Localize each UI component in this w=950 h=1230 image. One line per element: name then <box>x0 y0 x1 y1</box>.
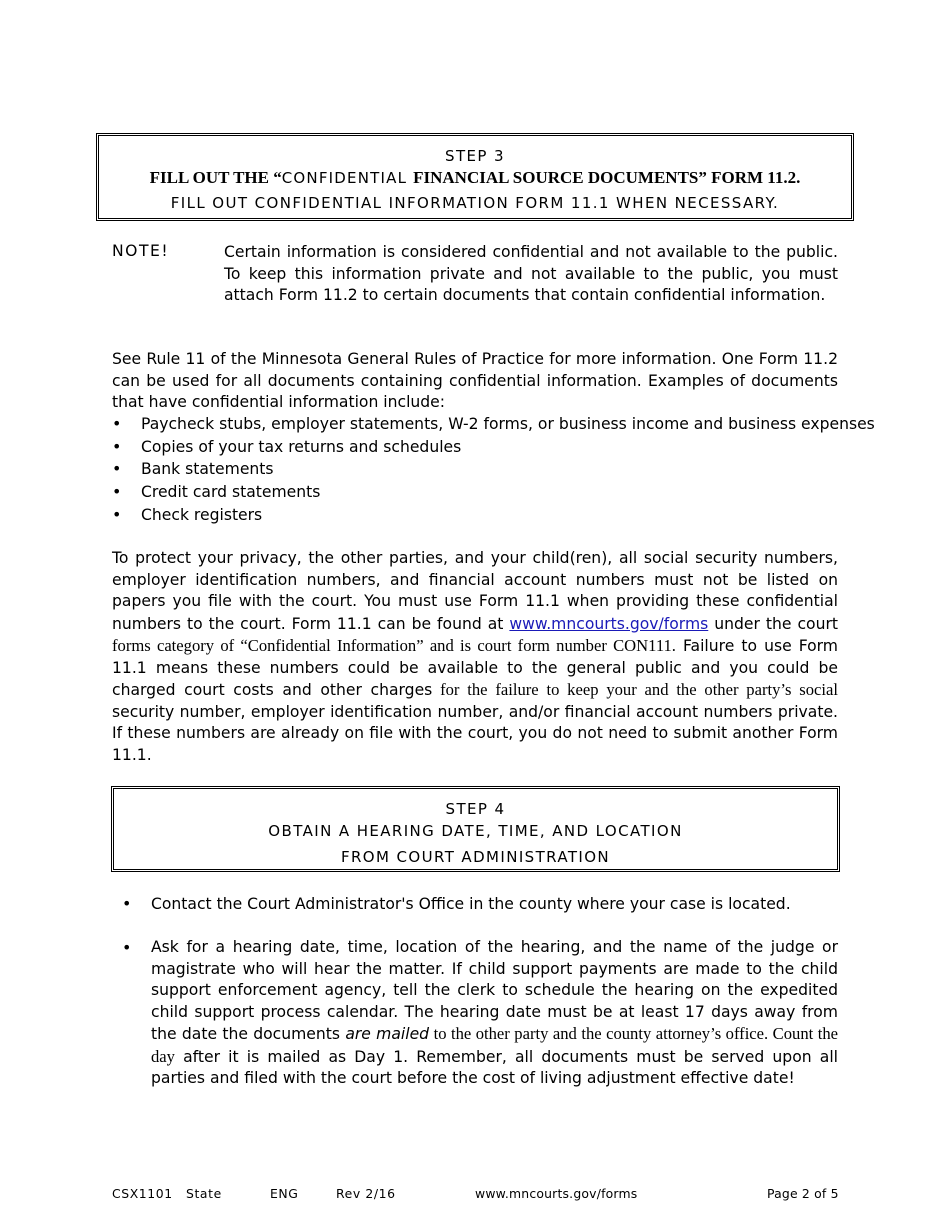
step4-heading-box <box>111 786 840 872</box>
note-text: Certain information is considered confidential and not available to the public. To keep this information private and not available to the public, you must attach Form 11.2 to certain documents that contain confidential information. <box>224 243 838 304</box>
list-item: • Bank statements <box>112 458 852 481</box>
list-item: • Contact the Court Administrator's Office in the county where your case is located. <box>122 893 838 916</box>
privacy-paragraph: To protect your privacy, the other parties, and your child(ren), all social security numbers, employer identification numbers, and financial account numbers must not be listed on papers you file with the court. You must use Form 11.1 when providing these confidential numbers to the court. Form 11.1 can be found at www.mncourts.gov/forms under the court forms category of “Confidential Information” and is court form number CON111. Failure to use Form 11.1 means these numbers could be available to the general public and you could be charged court costs and other charges for the failure to keep your and the other party’s social security number, employer identification number, and/or financial account numbers private. If these numbers are already on file with the court, you do not need to submit another Form 11.1. <box>112 549 839 764</box>
footer-page-number: Page 2 of 5 <box>767 1186 839 1201</box>
list-item: • Credit card statements <box>112 481 852 504</box>
forms-website-link[interactable]: www.mncourts.gov/forms <box>509 614 709 633</box>
list-item: • Copies of your tax returns and schedules <box>112 436 852 459</box>
note-label: NOTE! <box>112 242 170 260</box>
step3-title: STEP 3 <box>445 147 505 165</box>
step4-title: STEP 4 <box>445 800 506 818</box>
examples-list <box>112 413 875 527</box>
rule-paragraph: See Rule 11 of the Minnesota General Rules of Practice for more information. One Form 11.2 can be used for all documents containing confidential information. Examples of documents that have confidential information include: <box>112 350 838 411</box>
footer-state: State <box>186 1186 222 1201</box>
step3-line3: FILL OUT CONFIDENTIAL INFORMATION FORM 11.1 WHEN NECESSARY. <box>170 194 780 212</box>
list-item: • Ask for a hearing date, time, location of the hearing, and the name of the judge or magistrate who will hear the matter. If child support payments are made to the child support enforcement agency, tell the clerk to schedule the hearing on the expedited child support process calendar. The hearing date must be at least 17 days away from the date the documents are mailed to the other party and the county attorney’s office. Count the day after it is mailed as Day 1. Remember, all documents must be served upon all parties and filed with the court before the cost of living adjustment effective date! <box>122 937 838 1090</box>
step3-heading-box <box>96 133 854 221</box>
step4-line3: FROM COURT ADMINISTRATION <box>340 848 611 866</box>
footer-revision: Rev 2/16 <box>336 1186 396 1201</box>
footer-language: ENG <box>270 1186 299 1201</box>
step4-list-2 <box>122 937 838 1090</box>
list-item: • Check registers <box>112 504 852 527</box>
footer-website: www.mncourts.gov/forms <box>475 1186 638 1201</box>
list-item: • Paycheck stubs, employer statements, W-2 forms, or business income and business expenses <box>112 413 852 436</box>
footer-form-code: CSX1101 <box>112 1186 173 1201</box>
step4-list <box>122 893 838 916</box>
step3-line2: FILL OUT THE “CONFIDENTIAL FINANCIAL SOURCE DOCUMENTS” FORM 11.2. <box>149 168 801 187</box>
step4-line2: OBTAIN A HEARING DATE, TIME, AND LOCATION <box>268 822 683 840</box>
